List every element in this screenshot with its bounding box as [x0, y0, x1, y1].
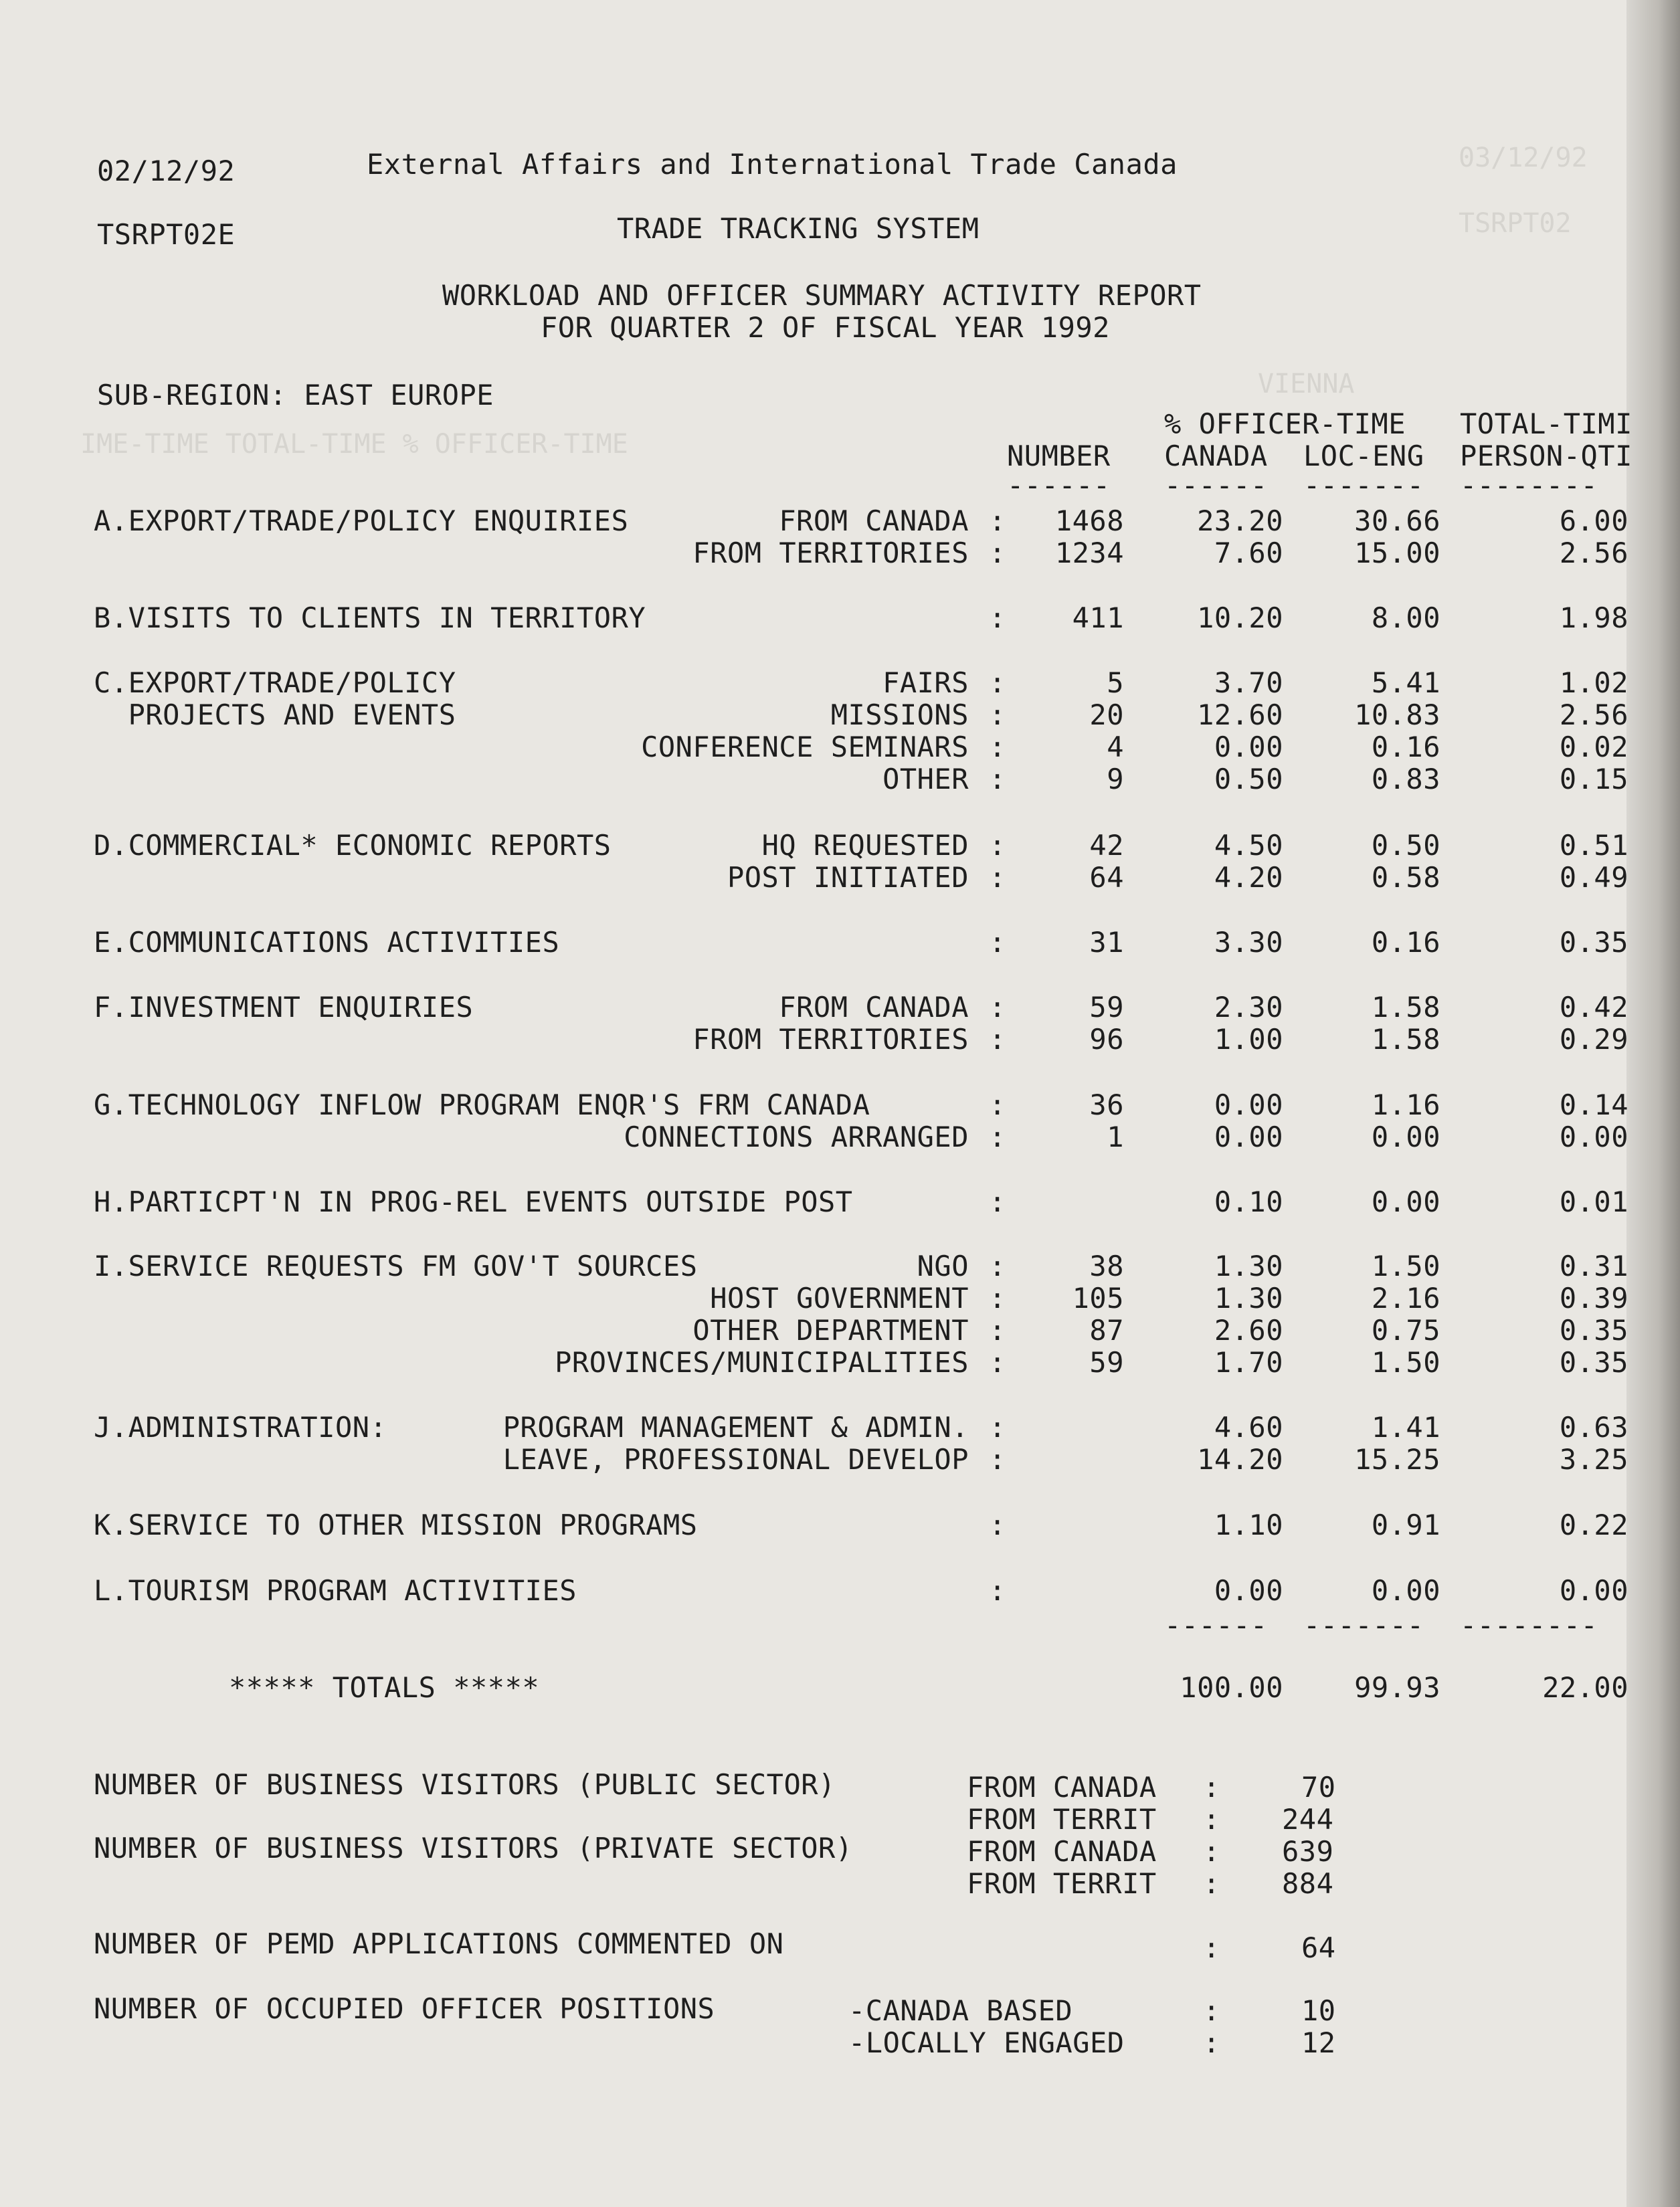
row-colon: :: [989, 1185, 1006, 1218]
cell-loc-eng: 10.83: [1354, 698, 1440, 731]
row-colon: :: [989, 504, 1006, 537]
row-colon: :: [989, 1088, 1006, 1121]
bleed-through-text: 03/12/92: [1459, 142, 1588, 173]
report-code: TSRPT02E: [97, 218, 236, 251]
col-rule-person-qtr: --------: [1460, 469, 1598, 502]
cell-person-qtr: 0.39: [1559, 1282, 1628, 1315]
totals-person-qtr: 22.00: [1542, 1671, 1628, 1704]
row-sub-label: FROM TERRITORIES: [692, 537, 969, 569]
cell-person-qtr: 0.00: [1559, 1121, 1628, 1153]
row-colon: :: [989, 991, 1006, 1024]
cell-person-qtr: 0.49: [1559, 861, 1628, 894]
totals-rule-canada: ------: [1164, 1609, 1268, 1642]
visitors-colon: :: [1203, 1867, 1220, 1900]
cell-number: 38: [1089, 1250, 1124, 1282]
row-colon: :: [989, 1023, 1006, 1056]
cell-canada: 1.00: [1214, 1023, 1283, 1056]
row-colon: :: [989, 1250, 1006, 1282]
cell-canada: 2.30: [1214, 991, 1283, 1024]
cell-person-qtr: 1.98: [1559, 601, 1628, 634]
row-label: L.TOURISM PROGRAM ACTIVITIES: [94, 1574, 577, 1607]
row-colon: :: [989, 1509, 1006, 1541]
cell-canada: 4.50: [1214, 829, 1283, 862]
cell-person-qtr: 0.14: [1559, 1088, 1628, 1121]
cell-canada: 14.20: [1197, 1443, 1283, 1476]
cell-canada: 7.60: [1214, 537, 1283, 569]
cell-loc-eng: 0.50: [1371, 829, 1440, 862]
row-sub-label: HOST GOVERNMENT: [710, 1282, 969, 1315]
visitors-from: FROM CANADA: [967, 1771, 1157, 1804]
cell-loc-eng: 1.50: [1371, 1250, 1440, 1282]
report-title: WORKLOAD AND OFFICER SUMMARY ACTIVITY REPORT: [442, 279, 1202, 312]
report-period: FOR QUARTER 2 OF FISCAL YEAR 1992: [541, 311, 1110, 344]
cell-canada: 12.60: [1197, 698, 1283, 731]
totals-rule-loc-eng: -------: [1303, 1609, 1424, 1642]
cell-loc-eng: 0.58: [1371, 861, 1440, 894]
cell-canada: 23.20: [1197, 504, 1283, 537]
cell-loc-eng: 1.41: [1371, 1411, 1440, 1444]
cell-person-qtr: 0.63: [1559, 1411, 1628, 1444]
row-label: D.COMMERCIAL* ECONOMIC REPORTS: [94, 829, 612, 862]
cell-loc-eng: 0.00: [1371, 1574, 1440, 1607]
cell-number: 411: [1072, 601, 1124, 634]
col-header-number: NUMBER: [1007, 440, 1111, 472]
col-header-total-time: TOTAL-TIMI: [1460, 407, 1632, 440]
cell-person-qtr: 6.00: [1559, 504, 1628, 537]
cell-loc-eng: 8.00: [1371, 601, 1440, 634]
row-label: C.EXPORT/TRADE/POLICY: [94, 666, 456, 699]
cell-loc-eng: 0.75: [1371, 1314, 1440, 1347]
cell-person-qtr: 0.35: [1559, 926, 1628, 959]
cell-loc-eng: 15.00: [1354, 537, 1440, 569]
cell-person-qtr: 2.56: [1559, 698, 1628, 731]
row-colon: :: [989, 537, 1006, 569]
cell-number: 42: [1089, 829, 1124, 862]
col-rule-number: ------: [1007, 469, 1111, 502]
cell-person-qtr: 3.25: [1559, 1443, 1628, 1476]
row-colon: :: [989, 601, 1006, 634]
row-colon: :: [989, 1121, 1006, 1153]
row-label: PROJECTS AND EVENTS: [94, 698, 456, 731]
row-sub-label: NGO: [917, 1250, 969, 1282]
cell-loc-eng: 0.16: [1371, 926, 1440, 959]
row-sub-label: HQ REQUESTED: [761, 829, 969, 862]
cell-canada: 4.20: [1214, 861, 1283, 894]
row-sub-label: PROVINCES/MUNICIPALITIES: [555, 1346, 969, 1379]
row-label: I.SERVICE REQUESTS FM GOV'T SOURCES: [94, 1250, 698, 1282]
visitors-label: NUMBER OF BUSINESS VISITORS (PRIVATE SECTOR): [94, 1832, 853, 1864]
pemd-colon: :: [1203, 1931, 1220, 1964]
row-sub-label: CONNECTIONS ARRANGED: [624, 1121, 969, 1153]
cell-number: 105: [1072, 1282, 1124, 1315]
cell-number: 1: [1107, 1121, 1124, 1153]
cell-person-qtr: 0.02: [1559, 731, 1628, 763]
row-sub-label: OTHER: [882, 763, 969, 795]
visitors-from: FROM TERRIT: [967, 1803, 1157, 1836]
row-sub-label: OTHER DEPARTMENT: [692, 1314, 969, 1347]
totals-loc-eng: 99.93: [1354, 1671, 1440, 1704]
cell-loc-eng: 0.16: [1371, 731, 1440, 763]
row-colon: :: [989, 1443, 1006, 1476]
cell-canada: 0.00: [1214, 731, 1283, 763]
row-colon: :: [989, 829, 1006, 862]
cell-loc-eng: 0.00: [1371, 1121, 1440, 1153]
visitors-from: FROM CANADA: [967, 1835, 1157, 1868]
totals-rule-person-qtr: --------: [1460, 1609, 1598, 1642]
positions-label: NUMBER OF OCCUPIED OFFICER POSITIONS: [94, 1992, 715, 2025]
cell-number: 36: [1089, 1088, 1124, 1121]
cell-number: 96: [1089, 1023, 1124, 1056]
cell-loc-eng: 30.66: [1354, 504, 1440, 537]
cell-loc-eng: 0.91: [1371, 1509, 1440, 1541]
row-colon: :: [989, 698, 1006, 731]
cell-canada: 3.30: [1214, 926, 1283, 959]
col-header-loc-eng: LOC-ENG: [1303, 440, 1424, 472]
row-label: H.PARTICPT'N IN PROG-REL EVENTS OUTSIDE POST: [94, 1185, 853, 1218]
cell-person-qtr: 0.15: [1559, 763, 1628, 795]
row-label: G.TECHNOLOGY INFLOW PROGRAM ENQR'S FRM CANADA: [94, 1088, 870, 1121]
col-header-officer-time: % OFFICER-TIME: [1164, 407, 1406, 440]
cell-number: 64: [1089, 861, 1124, 894]
cell-person-qtr: 0.00: [1559, 1574, 1628, 1607]
row-sub-label: FROM CANADA: [779, 991, 969, 1024]
cell-number: 4: [1107, 731, 1124, 763]
cell-canada: 1.10: [1214, 1509, 1283, 1541]
row-colon: :: [989, 861, 1006, 894]
col-header-person-qtr: PERSON-QTI: [1460, 440, 1632, 472]
visitors-value: 244: [1282, 1803, 1334, 1836]
row-label: E.COMMUNICATIONS ACTIVITIES: [94, 926, 560, 959]
cell-canada: 1.30: [1214, 1250, 1283, 1282]
cell-person-qtr: 0.35: [1559, 1314, 1628, 1347]
cell-number: 1468: [1054, 504, 1124, 537]
page-edge-shadow: [1626, 0, 1680, 2207]
cell-person-qtr: 0.35: [1559, 1346, 1628, 1379]
row-sub-label: FROM CANADA: [779, 504, 969, 537]
cell-person-qtr: 0.51: [1559, 829, 1628, 862]
pemd-label: NUMBER OF PEMD APPLICATIONS COMMENTED ON: [94, 1927, 784, 1960]
row-colon: :: [989, 926, 1006, 959]
row-colon: :: [989, 731, 1006, 763]
cell-loc-eng: 0.00: [1371, 1185, 1440, 1218]
cell-person-qtr: 0.01: [1559, 1185, 1628, 1218]
cell-person-qtr: 0.31: [1559, 1250, 1628, 1282]
cell-number: 87: [1089, 1314, 1124, 1347]
row-colon: :: [989, 666, 1006, 699]
pemd-value: 64: [1301, 1931, 1336, 1964]
positions-value: 12: [1301, 2026, 1336, 2059]
cell-person-qtr: 1.02: [1559, 666, 1628, 699]
bleed-through-text: VIENNA: [1258, 369, 1355, 399]
totals-label: ***** TOTALS *****: [229, 1671, 540, 1704]
visitors-from: FROM TERRIT: [967, 1867, 1157, 1900]
cell-number: 9: [1107, 763, 1124, 795]
cell-loc-eng: 5.41: [1371, 666, 1440, 699]
cell-canada: 10.20: [1197, 601, 1283, 634]
bleed-through-text: IME-TIME TOTAL-TIME % OFFICER-TIME: [80, 429, 628, 460]
cell-loc-eng: 1.58: [1371, 991, 1440, 1024]
visitors-value: 70: [1301, 1771, 1336, 1804]
row-colon: :: [989, 1411, 1006, 1444]
visitors-value: 884: [1282, 1867, 1334, 1900]
visitors-colon: :: [1203, 1803, 1220, 1836]
totals-canada: 100.00: [1180, 1671, 1283, 1704]
visitors-colon: :: [1203, 1771, 1220, 1804]
col-rule-canada: ------: [1164, 469, 1268, 502]
row-colon: :: [989, 1282, 1006, 1315]
row-label: A.EXPORT/TRADE/POLICY ENQUIRIES: [94, 504, 629, 537]
positions-type: -CANADA BASED: [848, 1994, 1073, 2027]
cell-person-qtr: 0.29: [1559, 1023, 1628, 1056]
positions-value: 10: [1301, 1994, 1336, 2027]
report-date: 02/12/92: [97, 155, 236, 187]
visitors-value: 639: [1282, 1835, 1334, 1868]
system-name: TRADE TRACKING SYSTEM: [617, 212, 979, 245]
cell-canada: 4.60: [1214, 1411, 1283, 1444]
organization-name: External Affairs and International Trade Canada: [367, 148, 1178, 181]
cell-person-qtr: 0.42: [1559, 991, 1628, 1024]
cell-canada: 3.70: [1214, 666, 1283, 699]
visitors-colon: :: [1203, 1835, 1220, 1868]
cell-canada: 0.50: [1214, 763, 1283, 795]
row-sub-label: PROGRAM MANAGEMENT & ADMIN.: [502, 1411, 969, 1444]
row-sub-label: LEAVE, PROFESSIONAL DEVELOP: [502, 1443, 969, 1476]
row-label: J.ADMINISTRATION:: [94, 1411, 387, 1444]
cell-canada: 2.60: [1214, 1314, 1283, 1347]
col-header-canada: CANADA: [1164, 440, 1268, 472]
cell-number: 1234: [1054, 537, 1124, 569]
cell-canada: 0.00: [1214, 1121, 1283, 1153]
cell-number: 59: [1089, 1346, 1124, 1379]
cell-canada: 0.00: [1214, 1574, 1283, 1607]
cell-loc-eng: 1.58: [1371, 1023, 1440, 1056]
positions-colon: :: [1203, 1994, 1220, 2027]
cell-person-qtr: 2.56: [1559, 537, 1628, 569]
row-colon: :: [989, 763, 1006, 795]
cell-loc-eng: 1.50: [1371, 1346, 1440, 1379]
row-sub-label: CONFERENCE SEMINARS: [641, 731, 969, 763]
row-sub-label: FROM TERRITORIES: [692, 1023, 969, 1056]
cell-canada: 0.10: [1214, 1185, 1283, 1218]
cell-number: 20: [1089, 698, 1124, 731]
sub-region: SUB-REGION: EAST EUROPE: [97, 379, 494, 411]
cell-canada: 1.70: [1214, 1346, 1283, 1379]
cell-loc-eng: 0.83: [1371, 763, 1440, 795]
cell-number: 59: [1089, 991, 1124, 1024]
row-label: F.INVESTMENT ENQUIRIES: [94, 991, 474, 1024]
cell-canada: 0.00: [1214, 1088, 1283, 1121]
cell-loc-eng: 1.16: [1371, 1088, 1440, 1121]
bleed-through-text: TSRPT02: [1459, 208, 1572, 239]
col-rule-loc-eng: -------: [1303, 469, 1424, 502]
positions-colon: :: [1203, 2026, 1220, 2059]
row-sub-label: FAIRS: [882, 666, 969, 699]
row-colon: :: [989, 1574, 1006, 1607]
cell-canada: 1.30: [1214, 1282, 1283, 1315]
positions-type: -LOCALLY ENGAGED: [848, 2026, 1125, 2059]
row-sub-label: MISSIONS: [830, 698, 969, 731]
row-sub-label: POST INITIATED: [727, 861, 969, 894]
row-label: B.VISITS TO CLIENTS IN TERRITORY: [94, 601, 646, 634]
row-colon: :: [989, 1314, 1006, 1347]
row-colon: :: [989, 1346, 1006, 1379]
cell-number: 31: [1089, 926, 1124, 959]
cell-person-qtr: 0.22: [1559, 1509, 1628, 1541]
cell-loc-eng: 15.25: [1354, 1443, 1440, 1476]
cell-number: 5: [1107, 666, 1124, 699]
visitors-label: NUMBER OF BUSINESS VISITORS (PUBLIC SECTOR): [94, 1768, 836, 1801]
row-label: K.SERVICE TO OTHER MISSION PROGRAMS: [94, 1509, 698, 1541]
cell-loc-eng: 2.16: [1371, 1282, 1440, 1315]
